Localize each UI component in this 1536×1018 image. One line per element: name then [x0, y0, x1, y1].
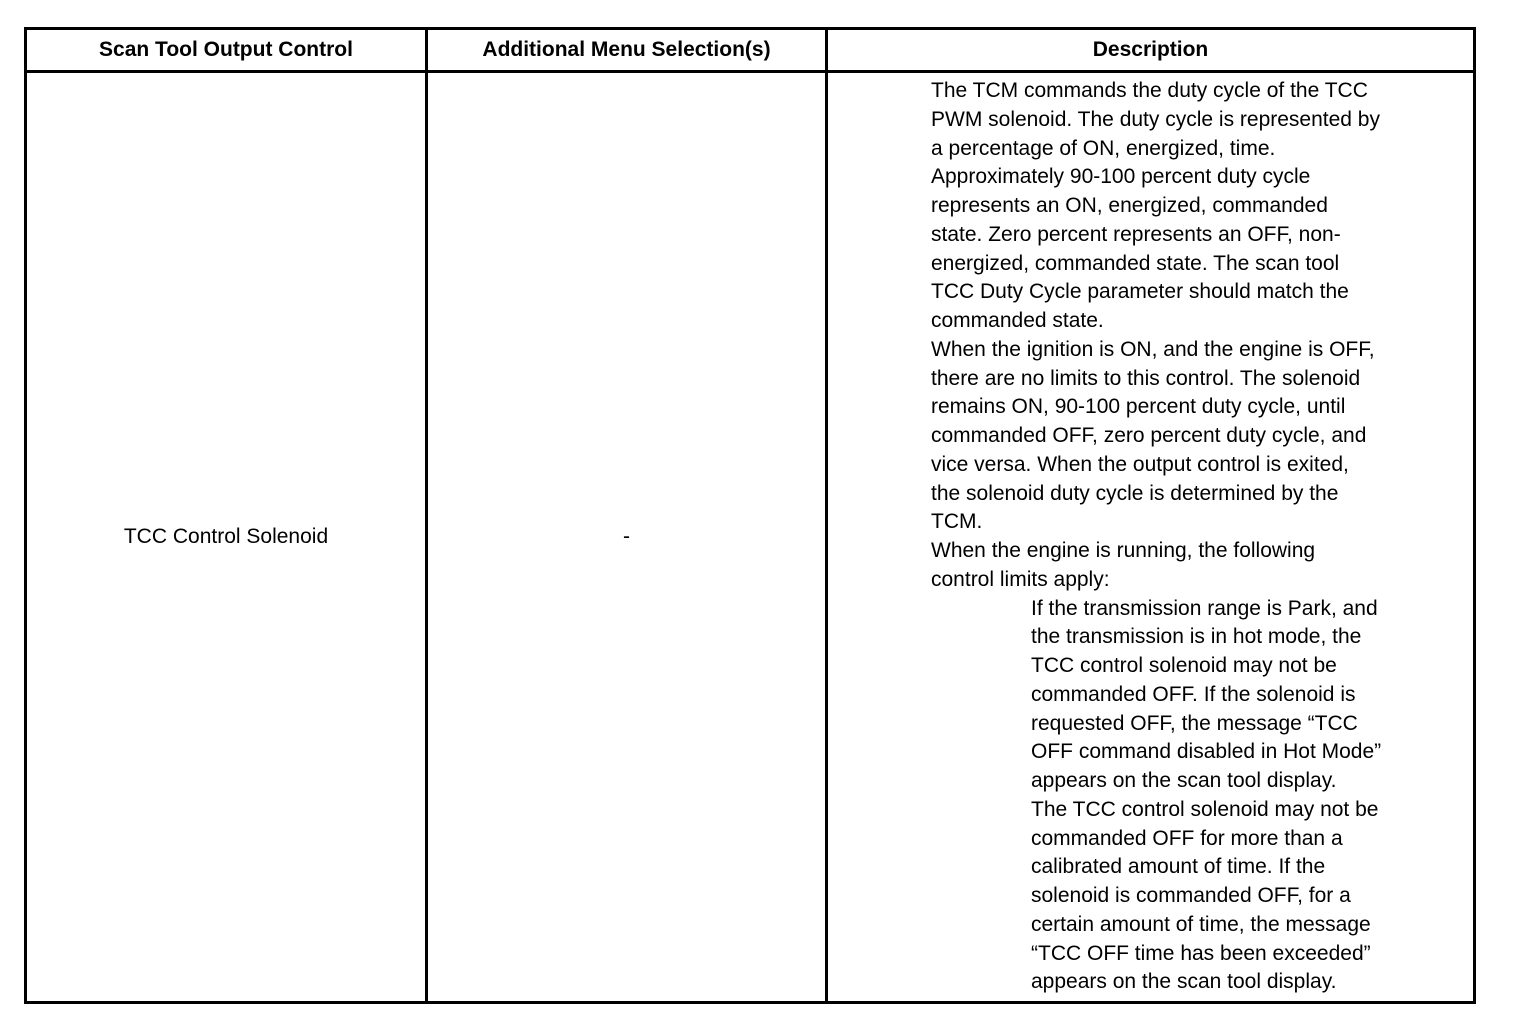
description-text — [931, 77, 1476, 595]
description-line: commanded OFF, zero percent duty cycle, and — [931, 424, 1367, 447]
menu-selection-value: - — [623, 525, 630, 548]
description-line: remains ON, 90-100 percent duty cycle, until — [931, 395, 1346, 419]
description-line: solenoid is commanded OFF, for a — [1031, 884, 1351, 907]
description-line: the solenoid duty cycle is determined by the — [931, 481, 1339, 505]
description-line: TCM. — [931, 510, 983, 534]
description-line: If the transmission range is Park, and — [1031, 596, 1378, 620]
description-line: commanded OFF. If the solenoid is — [1031, 682, 1356, 706]
description-line: state. Zero percent represents an OFF, non- — [931, 222, 1341, 246]
cell-output-control — [27, 73, 425, 1001]
cell-description — [931, 73, 1476, 1001]
description-line: commanded OFF for more than a — [1031, 826, 1343, 850]
description-line: commanded state. — [931, 309, 1104, 332]
output-control-value: TCC Control Solenoid — [123, 525, 329, 548]
description-line: When the engine is running, the following — [931, 539, 1316, 562]
header-description: Description — [1092, 38, 1209, 61]
description-line: a percentage of ON, energized, time. — [931, 136, 1276, 160]
description-line: energized, commanded state. The scan tool — [931, 251, 1340, 275]
description-line: The TCM commands the duty cycle of the TCC — [931, 79, 1368, 102]
description-line: When the ignition is ON, and the engine is OFF, — [931, 337, 1375, 361]
header-scan-tool-output-control: Scan Tool Output Control — [99, 38, 353, 61]
description-line: control limits apply: — [931, 567, 1110, 591]
description-line: requested OFF, the message “TCC — [1031, 711, 1358, 735]
output-control-table — [24, 27, 1476, 1004]
description-line: The TCC control solenoid may not be — [1031, 797, 1379, 821]
cell-menu-selection — [428, 73, 825, 1001]
description-line: certain amount of time, the message — [1031, 912, 1371, 936]
control-limits-list — [931, 595, 1476, 998]
description-line: there are no limits to this control. The solenoid — [931, 366, 1361, 390]
description-line: appears on the scan tool display. — [1031, 970, 1337, 994]
header-additional-menu-selections: Additional Menu Selection(s) — [482, 38, 771, 61]
description-line: vice versa. When the output control is exited, — [931, 452, 1349, 476]
description-line: OFF command disabled in Hot Mode” — [1031, 740, 1382, 764]
description-line: PWM solenoid. The duty cycle is represented by — [931, 107, 1380, 131]
column-divider — [825, 30, 828, 1001]
description-line: “TCC OFF time has been exceeded” — [1031, 941, 1371, 965]
description-line: calibrated amount of time. If the — [1031, 855, 1326, 879]
description-line: represents an ON, energized, commanded — [931, 194, 1328, 217]
description-line: appears on the scan tool display. — [1031, 769, 1337, 792]
description-line: Approximately 90-100 percent duty cycle — [931, 165, 1311, 189]
description-line: TCC control solenoid may not be — [1031, 654, 1337, 677]
table-header-row — [27, 30, 1473, 73]
description-line: the transmission is in hot mode, the — [1031, 625, 1362, 649]
description-line: TCC Duty Cycle parameter should match the — [931, 280, 1349, 304]
